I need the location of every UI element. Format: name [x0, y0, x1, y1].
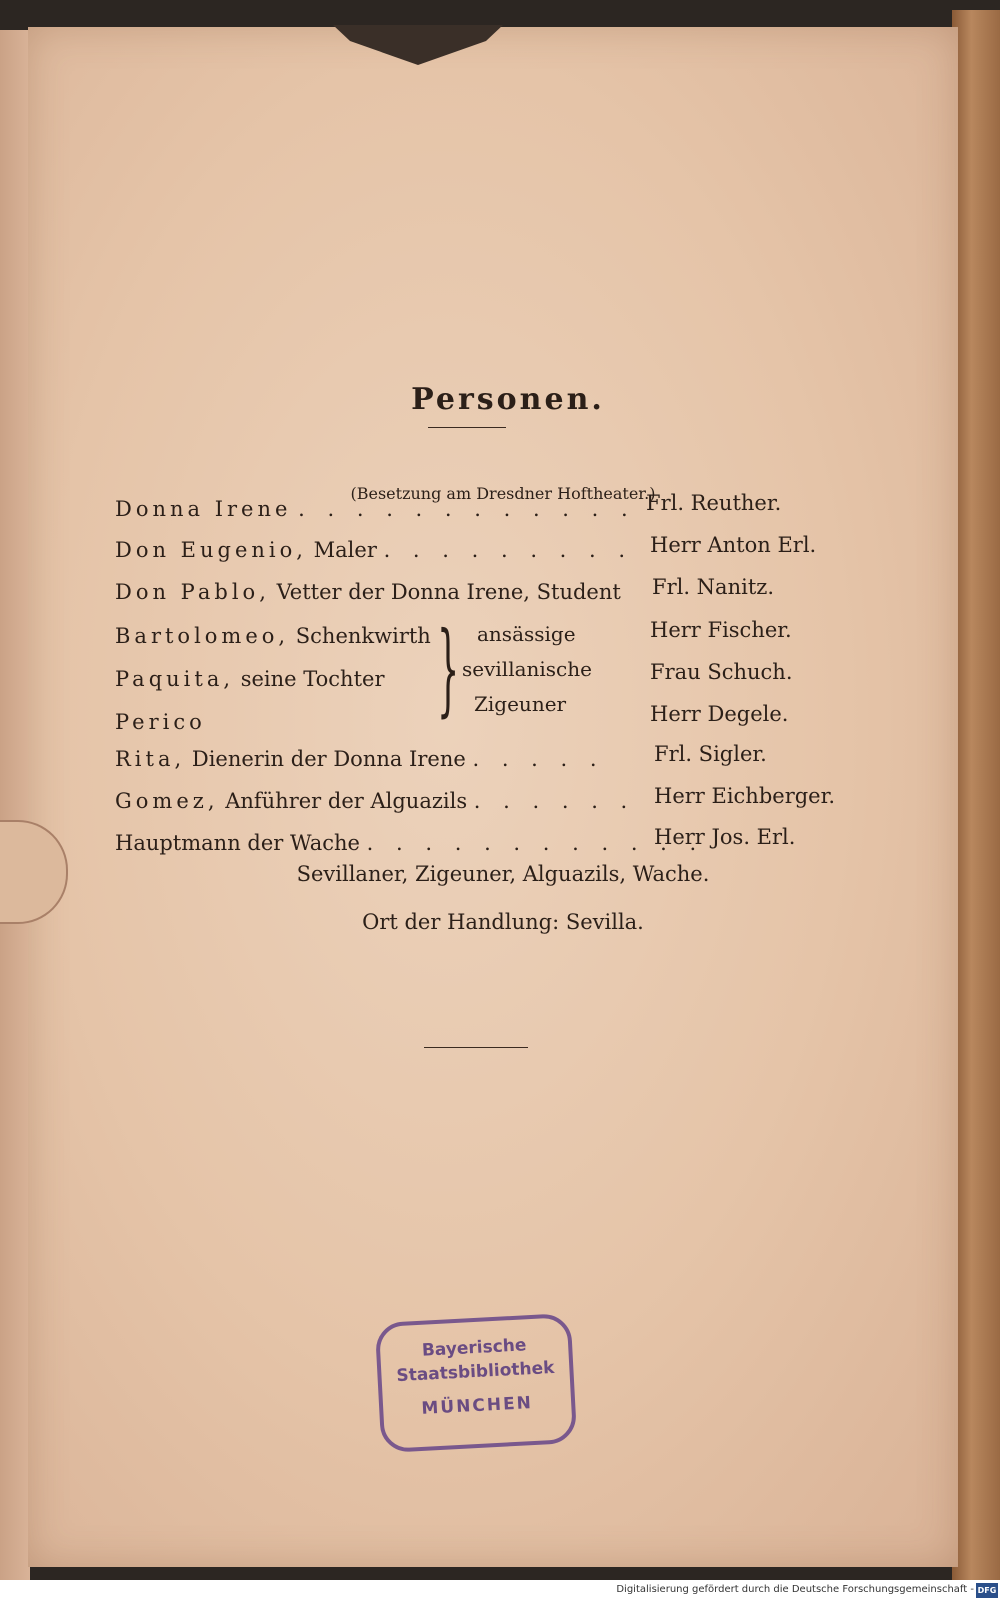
role-description: Schenkwirth [295, 624, 431, 648]
role-hauptmann [115, 831, 704, 855]
role-name: Gomez, [115, 789, 219, 813]
role-perico [115, 710, 206, 734]
actor-don-eugenio: Herr Anton Erl. [650, 533, 817, 557]
role-name: Donna Irene [115, 497, 292, 521]
actor-bartolomeo: Herr Fischer. [650, 618, 792, 642]
role-don-pablo [115, 580, 621, 604]
place-of-action: Ort der Handlung: Sevilla. [362, 910, 644, 934]
role-description: Anführer der Alguazils [225, 789, 468, 813]
role-description: Dienerin der Donna Irene [191, 747, 466, 771]
role-description: seine Tochter [240, 667, 385, 691]
leader-dots: . . . . . . [473, 789, 636, 813]
role-name: Paquita, [115, 667, 235, 691]
heading-rule [428, 427, 506, 428]
role-donna-irene [115, 497, 636, 521]
role-gomez [115, 789, 635, 813]
page-notch [333, 25, 503, 65]
actor-donna-irene: Frl. Reuther. [646, 491, 782, 515]
cast-subtitle: (Besetzung am Dresdner Hoftheater.) [350, 484, 656, 503]
actor-gomez: Herr Eichberger. [654, 784, 836, 808]
footer-credit: Digitalisierung gefördert durch die Deutsche Forschungsgemeinschaft - [616, 1584, 974, 1595]
group-note-line2: sevillanische [462, 657, 592, 681]
leader-dots: . . . . . . . . . . . . [366, 831, 705, 855]
role-don-eugenio [115, 538, 633, 562]
actor-don-pablo: Frl. Nanitz. [652, 575, 774, 599]
leader-dots: . . . . . . . . . [383, 538, 634, 562]
stamp-line3: MÜNCHEN [421, 1393, 534, 1419]
dfg-logo: DFG [976, 1583, 998, 1598]
closing-rule [424, 1047, 528, 1048]
group-note-line3: Zigeuner [474, 692, 567, 716]
role-name: Perico [115, 710, 206, 734]
actor-perico: Herr Degele. [650, 702, 789, 726]
actor-hauptmann: Herr Jos. Erl. [654, 825, 796, 849]
library-stamp [375, 1313, 578, 1453]
role-name: Don Eugenio, [115, 538, 307, 562]
leader-dots: . . . . . [472, 747, 605, 771]
role-name: Bartolomeo, [115, 624, 290, 648]
leader-dots: . . . . . . . . . . . . [298, 497, 636, 521]
role-paquita [115, 667, 384, 691]
group-brace: } [437, 610, 460, 727]
actor-rita: Frl. Sigler. [654, 742, 767, 766]
footer-bar [0, 1580, 1000, 1603]
role-description: Maler [313, 538, 377, 562]
left-page-edge [0, 30, 30, 1580]
actor-paquita: Frau Schuch. [650, 660, 793, 684]
role-rita [115, 747, 605, 771]
role-name: Don Pablo, [115, 580, 270, 604]
role-description: Vetter der Donna Irene, Student [276, 580, 621, 604]
stamp-line1: Bayerische [421, 1335, 527, 1361]
chorus-line: Sevillaner, Zigeuner, Alguazils, Wache. [296, 862, 710, 886]
stamp-line2: Staatsbibliothek [395, 1357, 555, 1387]
role-name: Rita, [115, 747, 186, 771]
group-note-line1: ansässige [477, 622, 576, 646]
role-description: Hauptmann der Wache [115, 831, 360, 855]
book-spine-edge [952, 10, 1000, 1580]
page-heading: Personen. [411, 382, 605, 417]
role-bartolomeo [115, 624, 431, 648]
book-page [28, 27, 958, 1567]
